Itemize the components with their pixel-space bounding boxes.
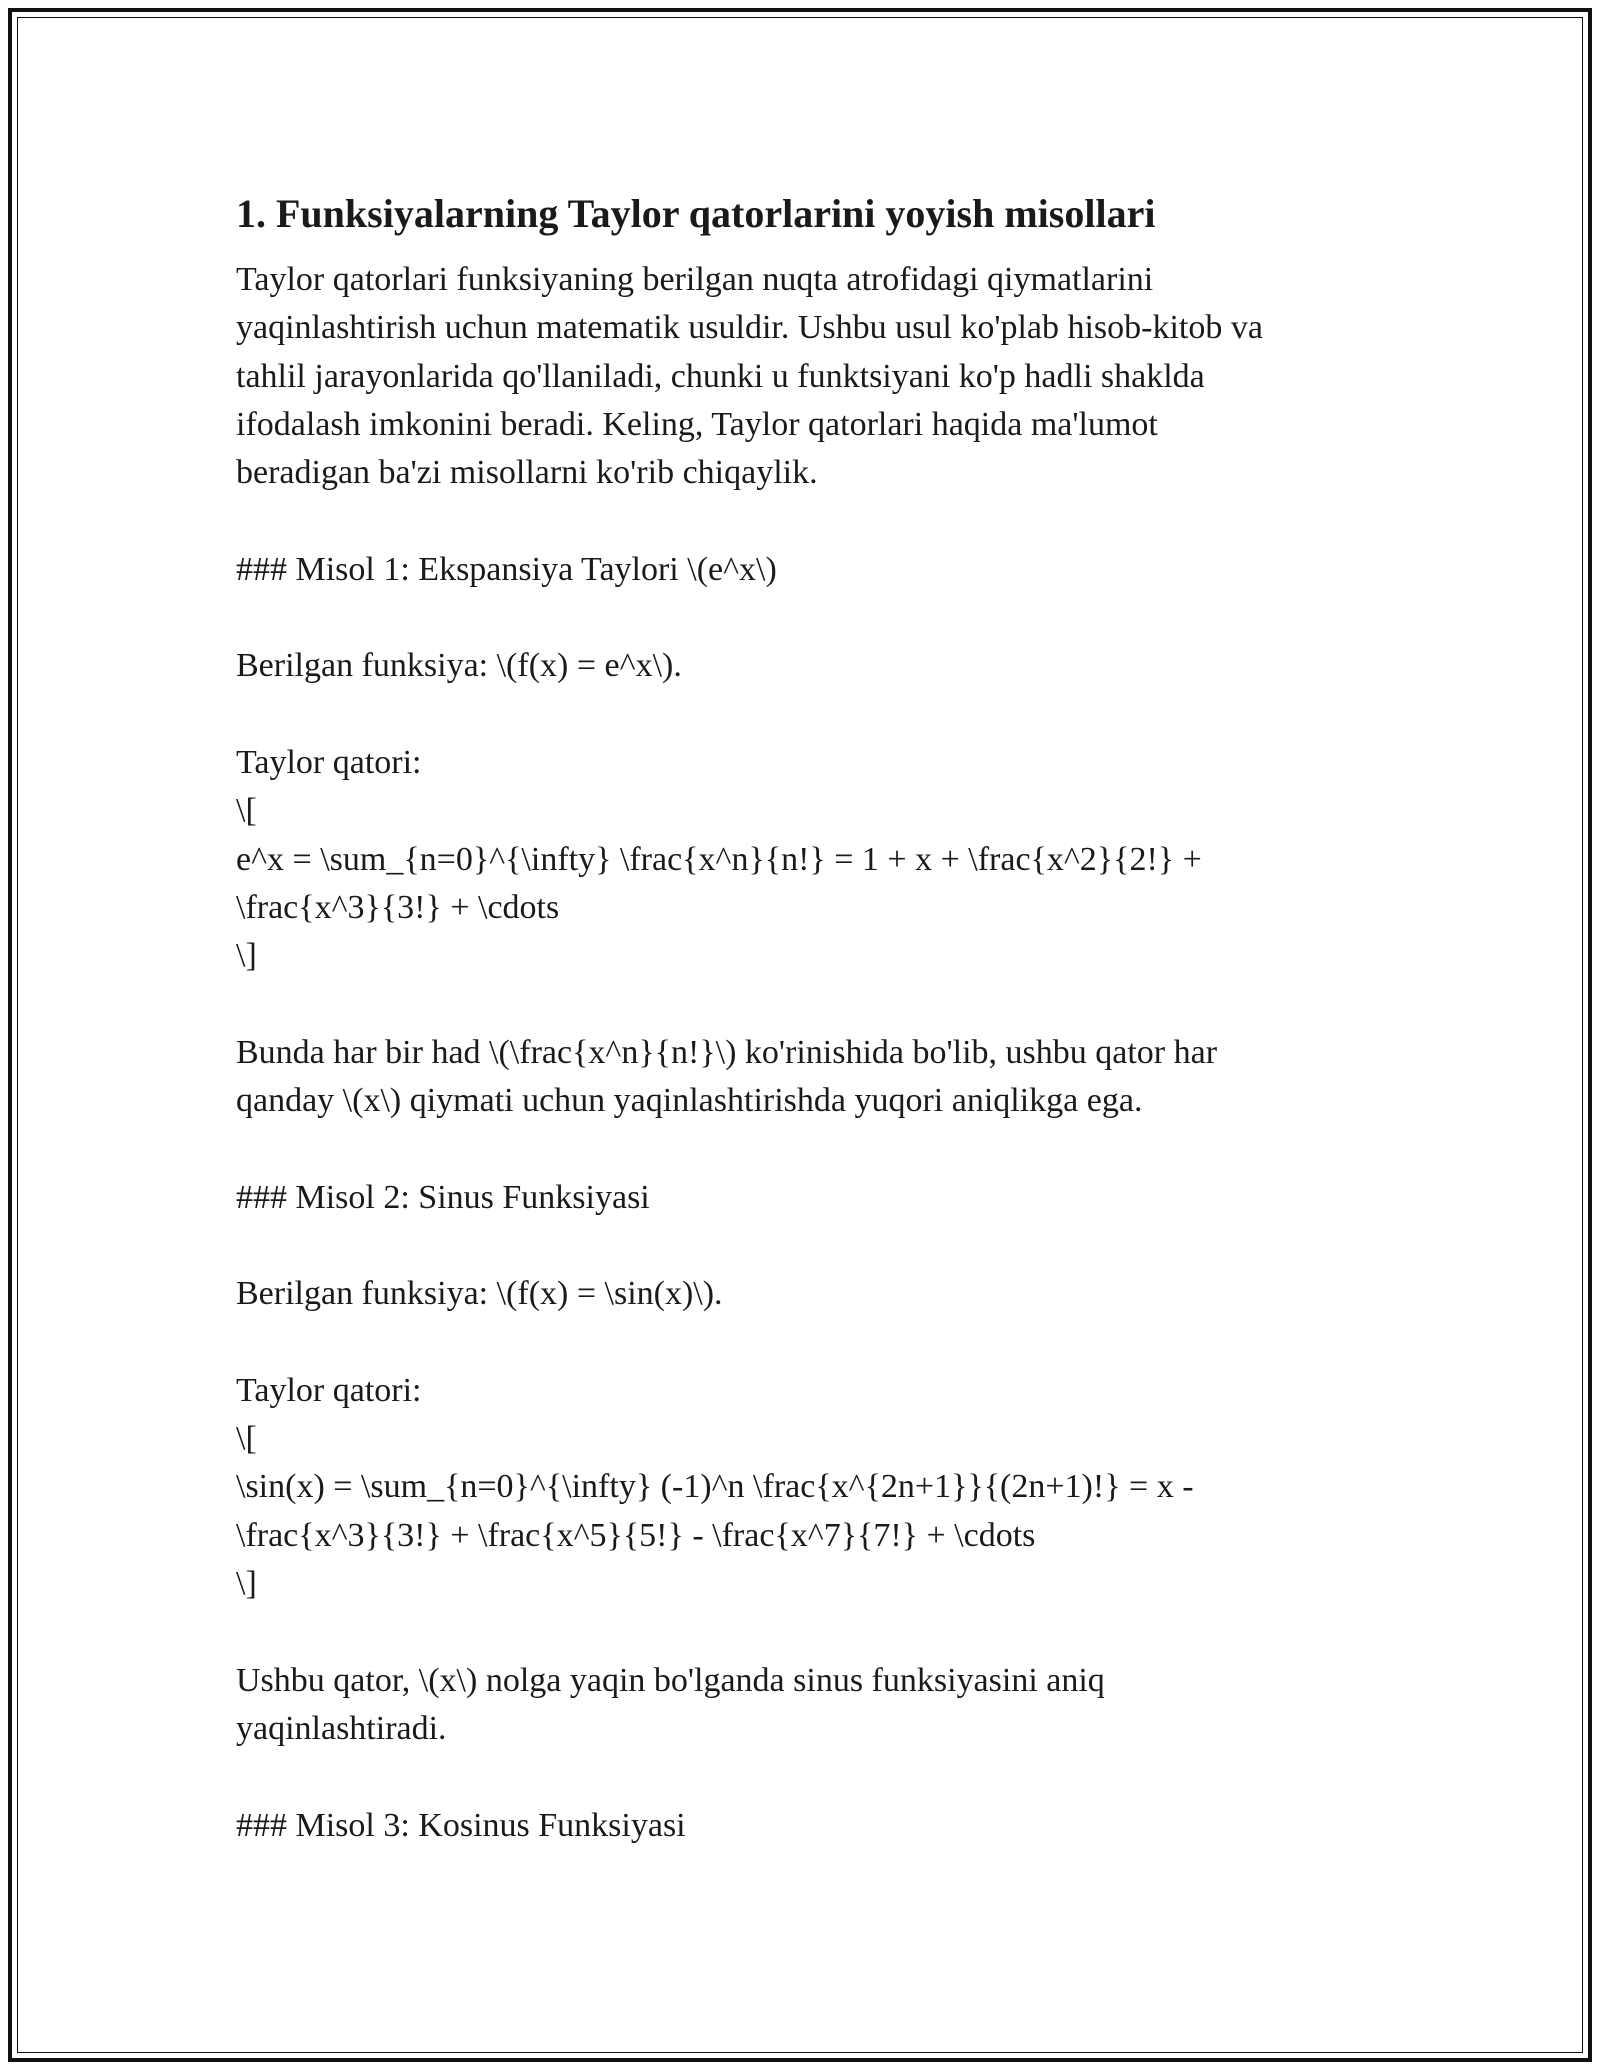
text-line: e^x = \sum_{n=0}^{\infty} \frac{x^n}{n!} = 1 + x + \frac{x^2}{2!} + bbox=[236, 840, 1202, 878]
document-body bbox=[236, 256, 1366, 1850]
text-line: yaqinlashtiradi. bbox=[236, 1709, 447, 1747]
text-line: ### Misol 3: Kosinus Funksiyasi bbox=[236, 1806, 686, 1844]
paragraph bbox=[236, 1802, 1366, 1850]
text-line: tahlil jarayonlarida qo'llaniladi, chunki u funktsiyani ko'p hadli shaklda bbox=[236, 357, 1205, 395]
text-line: \] bbox=[236, 937, 257, 975]
text-line: yaqinlashtirish uchun matematik usuldir. Ushbu usul ko'plab hisob-kitob va bbox=[236, 309, 1263, 347]
paragraph-gap bbox=[236, 980, 1366, 1028]
text-line: Berilgan funksiya: \(f(x) = e^x\). bbox=[236, 647, 682, 685]
paragraph bbox=[236, 1174, 1366, 1222]
paragraph-gap bbox=[236, 1753, 1366, 1801]
paragraph-gap bbox=[236, 1222, 1366, 1270]
text-line: Bunda har bir had \(\frac{x^n}{n!}\) ko'rinishida bo'lib, ushbu qator har bbox=[236, 1033, 1218, 1071]
document-title: 1. Funksiyalarning Taylor qatorlarini yoyish misollari bbox=[236, 191, 1156, 236]
text-line: \[ bbox=[236, 792, 257, 830]
text-line: Berilgan funksiya: \(f(x) = \sin(x)\). bbox=[236, 1275, 723, 1313]
paragraph-gap bbox=[236, 594, 1366, 642]
text-line: ### Misol 2: Sinus Funksiyasi bbox=[236, 1178, 650, 1216]
paragraph bbox=[236, 1029, 1366, 1126]
paragraph bbox=[236, 256, 1366, 497]
paragraph bbox=[236, 642, 1366, 690]
text-line: qanday \(x\) qiymati uchun yaqinlashtirishda yuqori aniqlikga ega. bbox=[236, 1082, 1143, 1120]
text-line: Taylor qatori: bbox=[236, 1371, 422, 1409]
paragraph-gap bbox=[236, 1125, 1366, 1173]
paragraph bbox=[236, 1367, 1366, 1608]
document-content bbox=[236, 186, 1366, 1850]
text-line: \[ bbox=[236, 1420, 257, 1458]
paragraph bbox=[236, 546, 1366, 594]
text-line: \frac{x^3}{3!} + \cdots bbox=[236, 888, 560, 926]
text-line: \frac{x^3}{3!} + \frac{x^5}{5!} - \frac{x^7}{7!} + \cdots bbox=[236, 1516, 1036, 1554]
text-line: Ushbu qator, \(x\) nolga yaqin bo'lganda sinus funksiyasini aniq bbox=[236, 1661, 1105, 1699]
paragraph bbox=[236, 739, 1366, 980]
text-line: ifodalash imkonini beradi. Keling, Taylor qatorlari haqida ma'lumot bbox=[236, 405, 1158, 443]
paragraph-gap bbox=[236, 497, 1366, 545]
text-line: Taylor qatori: bbox=[236, 743, 422, 781]
paragraph bbox=[236, 1270, 1366, 1318]
text-line: beradigan ba'zi misollarni ko'rib chiqaylik. bbox=[236, 454, 818, 492]
text-line: \] bbox=[236, 1565, 257, 1603]
text-line: ### Misol 1: Ekspansiya Taylori \(e^x\) bbox=[236, 550, 777, 588]
paragraph-gap bbox=[236, 1608, 1366, 1656]
text-line: \sin(x) = \sum_{n=0}^{\infty} (-1)^n \frac{x^{2n+1}}{(2n+1)!} = x - bbox=[236, 1468, 1194, 1506]
paragraph bbox=[236, 1657, 1366, 1754]
paragraph-gap bbox=[236, 691, 1366, 739]
text-line: Taylor qatorlari funksiyaning berilgan nuqta atrofidagi qiymatlarini bbox=[236, 261, 1154, 298]
paragraph-gap bbox=[236, 1319, 1366, 1367]
